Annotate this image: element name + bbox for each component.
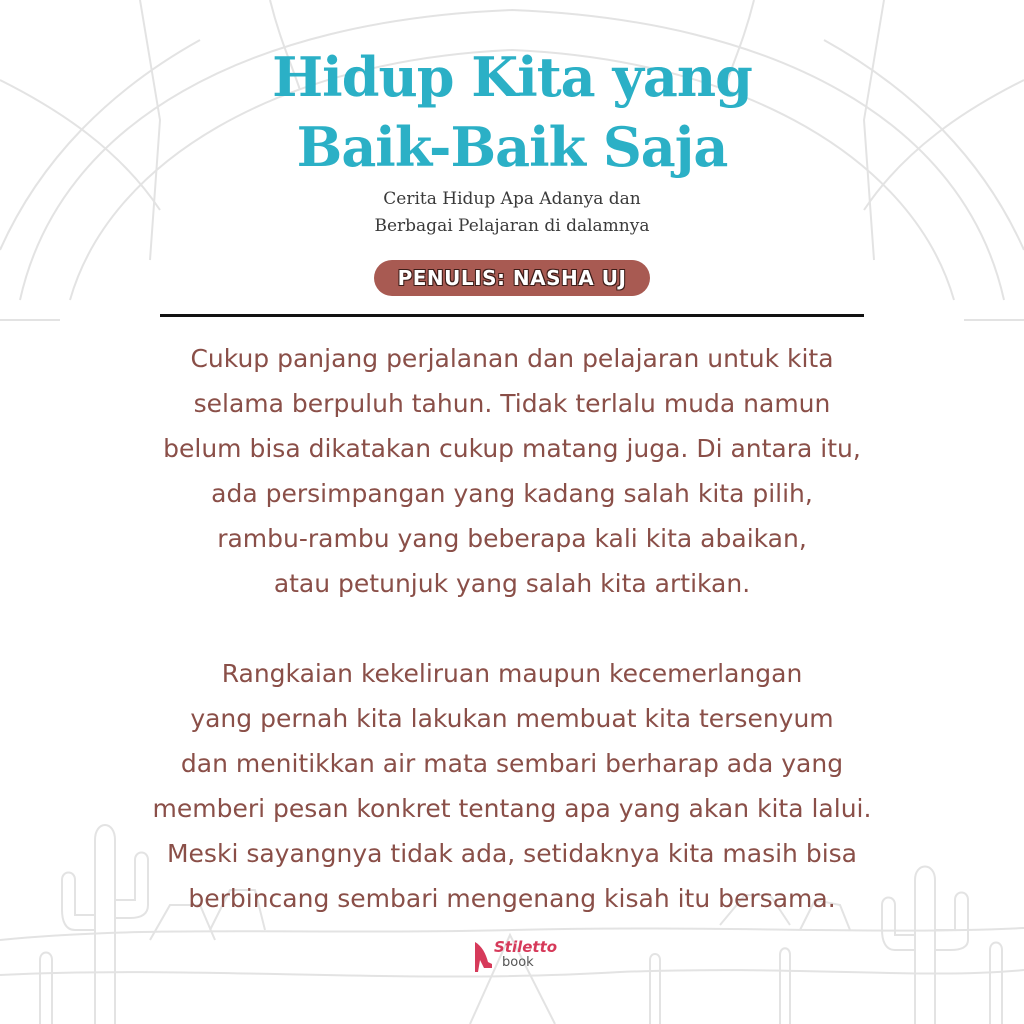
book-subtitle-line-2: Berbagai Pelajaran di dalamnya (374, 216, 650, 236)
synopsis-line: memberi pesan konkret tentang apa yang akan kita lalui. (152, 794, 872, 823)
book-subtitle-line-1: Cerita Hidup Apa Adanya dan (383, 189, 641, 209)
synopsis-paragraph-1 (0, 336, 1024, 606)
synopsis-line: Cukup panjang perjalanan dan pelajaran untuk kita (190, 344, 834, 373)
synopsis-line: yang pernah kita lakukan membuat kita tersenyum (190, 704, 834, 733)
author-label: PENULIS: NASHA UJ (397, 266, 627, 290)
synopsis-line: Rangkaian kekeliruan maupun kecemerlangan (221, 659, 803, 688)
synopsis-line: dan menitikkan air mata sembari berharap ada yang (180, 749, 844, 778)
divider (160, 314, 864, 317)
book-title-line-1: Hidup Kita yang (272, 45, 752, 109)
synopsis-paragraph-2 (0, 651, 1024, 921)
synopsis-line: ada persimpangan yang kadang salah kita pilih, (211, 479, 813, 508)
publisher-brand-bottom: book (502, 955, 534, 970)
synopsis-line: atau petunjuk yang salah kita artikan. (273, 569, 751, 598)
publisher-logo (472, 938, 562, 980)
author-badge (374, 260, 650, 296)
synopsis-line: berbincang sembari mengenang kisah itu bersama. (188, 884, 836, 913)
synopsis-line: rambu-rambu yang beberapa kali kita abaikan, (217, 524, 807, 553)
publisher-brand-top: Stiletto (494, 938, 558, 956)
synopsis-line: selama berpuluh tahun. Tidak terlalu muda namun (193, 389, 831, 418)
book-title-line-2: Baik-Baik Saja (296, 115, 728, 179)
synopsis-line: Meski sayangnya tidak ada, setidaknya kita masih bisa (166, 839, 857, 868)
synopsis-line: belum bisa dikatakan cukup matang juga. Di antara itu, (163, 434, 861, 463)
high-heel-icon (472, 940, 494, 974)
